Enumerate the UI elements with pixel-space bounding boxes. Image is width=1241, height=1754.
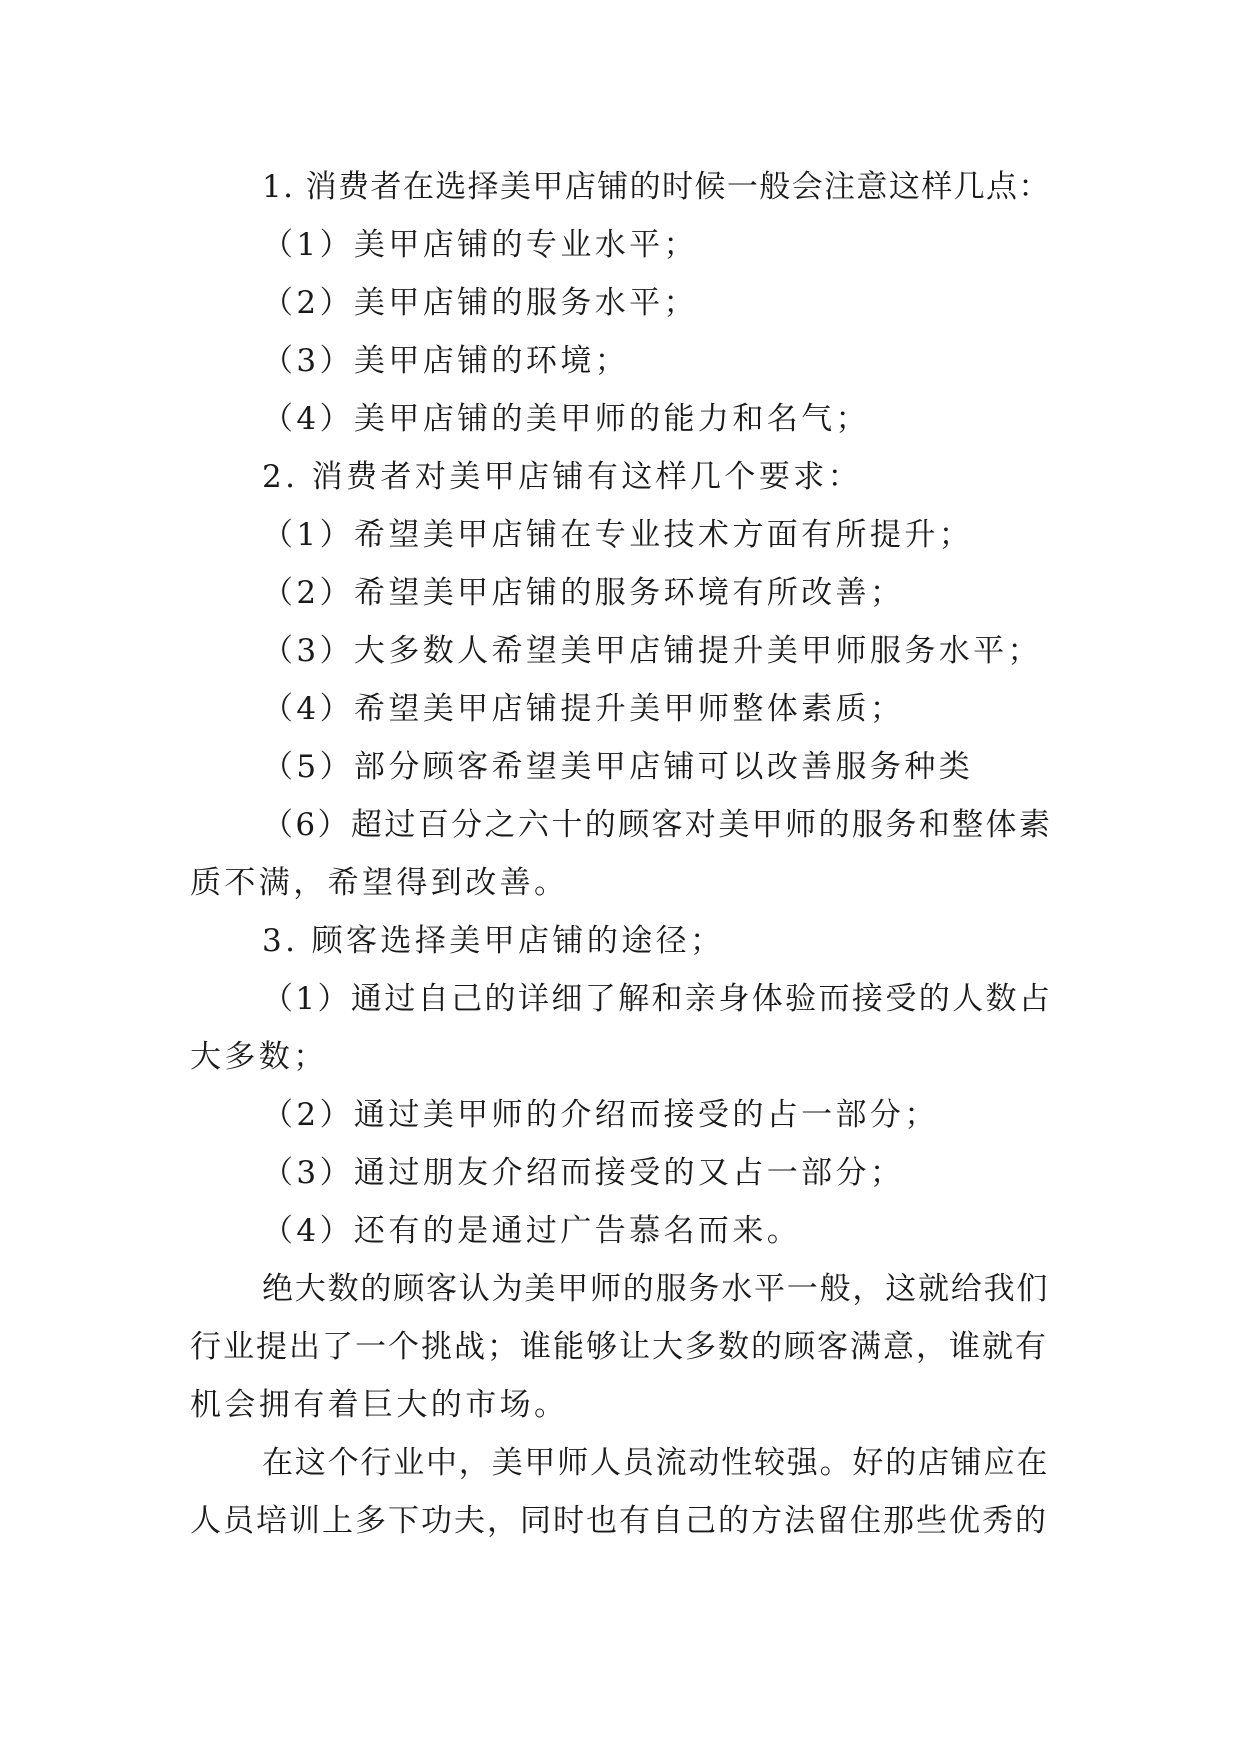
list-item: （3）美甲店铺的环境；	[262, 343, 630, 379]
list-item: （4）美甲店铺的美甲师的能力和名气；	[262, 401, 870, 437]
list-item: （5）部分顾客希望美甲店铺可以改善服务种类	[262, 749, 974, 785]
document-body	[190, 158, 1052, 1550]
paragraph-line: 人员培训上多下功夫，同时也有自己的方法留住那些优秀的	[190, 1503, 1048, 1539]
list-item: （2）希望美甲店铺的服务环境有所改善；	[262, 575, 905, 611]
list-item: （2）通过美甲师的介绍而接受的占一部分；	[262, 1097, 939, 1133]
list-item-continuation: 质不满，希望得到改善。	[190, 865, 569, 901]
section-heading-2: 2. 消费者对美甲店铺有这样几个要求：	[262, 459, 863, 495]
section-heading-1: 1. 消费者在选择美甲店铺的时候一般会注意这样几点：	[262, 169, 1051, 205]
list-item: （3）大多数人希望美甲店铺提升美甲师服务水平；	[262, 633, 1042, 669]
list-item: （4）希望美甲店铺提升美甲师整体素质；	[262, 691, 905, 727]
paragraph-line: 绝大数的顾客认为美甲师的服务水平一般，这就给我们	[262, 1271, 1050, 1307]
list-item: （3）通过朋友介绍而接受的又占一部分；	[262, 1155, 905, 1191]
list-item: （1）美甲店铺的专业水平；	[262, 227, 698, 263]
list-item: （2）美甲店铺的服务水平；	[262, 285, 698, 321]
list-item-continuation: 大多数；	[190, 1039, 328, 1075]
section-heading-3: 3. 顾客选择美甲店铺的途径；	[262, 923, 725, 959]
paragraph-line: 机会拥有着巨大的市场。	[190, 1387, 569, 1423]
list-item: （6）超过百分之六十的顾客对美甲师的服务和整体素	[262, 807, 1053, 843]
list-item: （1）希望美甲店铺在专业技术方面有所提升；	[262, 517, 974, 553]
list-item: （4）还有的是通过广告慕名而来。	[262, 1213, 802, 1249]
list-item: （1）通过自己的详细了解和亲身体验而接受的人数占	[262, 981, 1053, 1017]
paragraph-line: 行业提出了一个挑战；谁能够让大多数的顾客满意，谁就有	[190, 1329, 1048, 1365]
paragraph-line: 在这个行业中，美甲师人员流动性较强。好的店铺应在	[262, 1445, 1050, 1481]
